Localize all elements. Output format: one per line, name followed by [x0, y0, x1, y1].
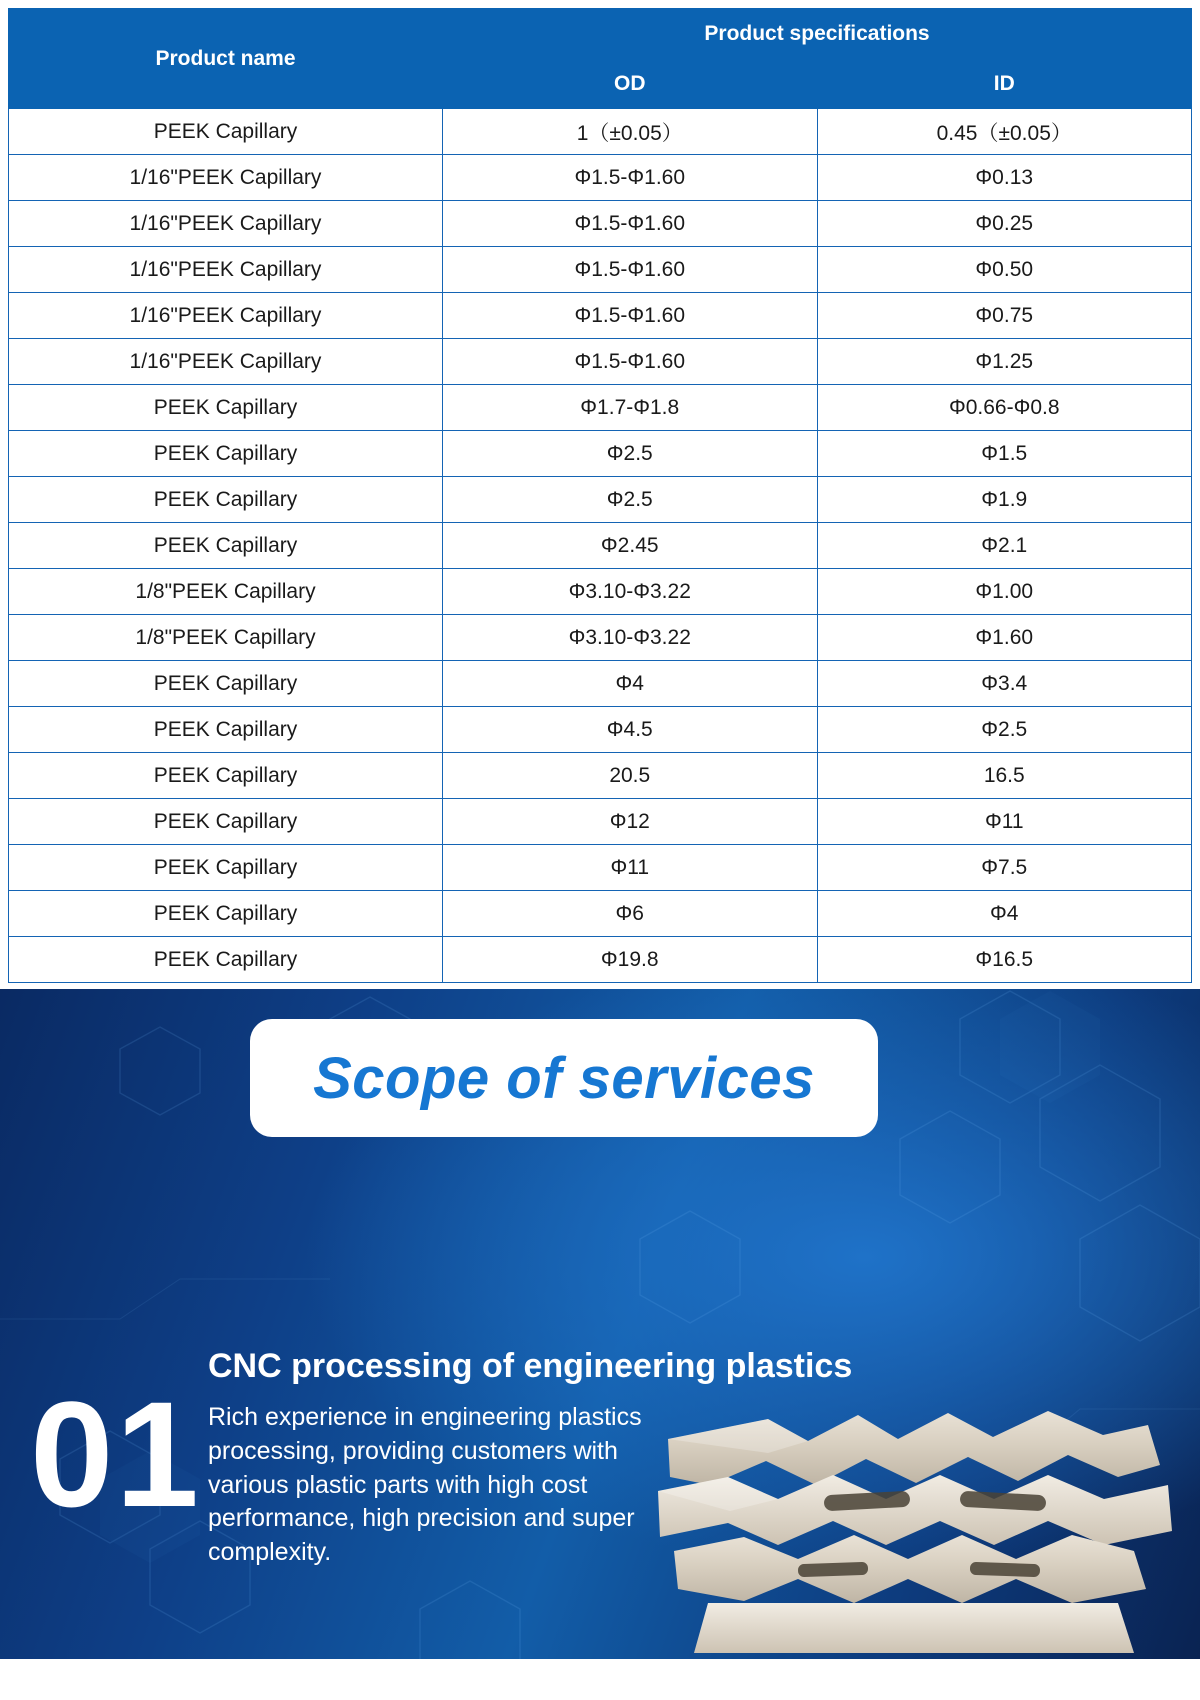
- cell-product-name: PEEK Capillary: [9, 523, 443, 569]
- cell-od: Φ2.5: [443, 431, 818, 477]
- table-row: [9, 339, 1192, 385]
- item-body-cnc-processing: Rich experience in engineering plastics processing, providing customers with various plastic parts with high cost performance, high precision and super complexity.: [208, 1403, 642, 1566]
- cell-od: Φ12: [443, 799, 818, 845]
- cell-od: Φ6: [443, 891, 818, 937]
- cell-od: Φ1.5-Φ1.60: [443, 155, 818, 201]
- cell-id: 16.5: [817, 753, 1192, 799]
- table-row: [9, 247, 1192, 293]
- item-heading-cnc-processing: CNC processing of engineering plastics: [208, 1347, 853, 1385]
- cell-od: Φ1.5-Φ1.60: [443, 247, 818, 293]
- table-row: [9, 799, 1192, 845]
- cell-id: Φ2.5: [817, 707, 1192, 753]
- cell-od: Φ4: [443, 661, 818, 707]
- cell-product-name: PEEK Capillary: [9, 431, 443, 477]
- table-row: [9, 753, 1192, 799]
- column-header-id: ID: [817, 59, 1192, 109]
- cell-id: Φ1.00: [817, 569, 1192, 615]
- table-row: [9, 661, 1192, 707]
- cell-id: Φ0.50: [817, 247, 1192, 293]
- cell-product-name: PEEK Capillary: [9, 385, 443, 431]
- cell-product-name: PEEK Capillary: [9, 109, 443, 155]
- cell-id: Φ2.1: [817, 523, 1192, 569]
- cell-od: Φ1.5-Φ1.60: [443, 293, 818, 339]
- cell-product-name: PEEK Capillary: [9, 891, 443, 937]
- table-row: [9, 201, 1192, 247]
- cell-product-name: 1/16"PEEK Capillary: [9, 339, 443, 385]
- table-row: [9, 431, 1192, 477]
- cell-od: Φ2.45: [443, 523, 818, 569]
- cell-od: Φ1.5-Φ1.60: [443, 339, 818, 385]
- table-row: [9, 385, 1192, 431]
- cell-product-name: PEEK Capillary: [9, 799, 443, 845]
- scope-title-box: [250, 1019, 878, 1137]
- cell-product-name: 1/16"PEEK Capillary: [9, 247, 443, 293]
- table-row: [9, 155, 1192, 201]
- table-row: [9, 477, 1192, 523]
- table-row: [9, 293, 1192, 339]
- cell-id: Φ16.5: [817, 937, 1192, 983]
- cell-product-name: 1/16"PEEK Capillary: [9, 201, 443, 247]
- cell-product-name: PEEK Capillary: [9, 753, 443, 799]
- table-header-row-1: [9, 9, 1192, 59]
- cell-product-name: PEEK Capillary: [9, 661, 443, 707]
- cell-product-name: PEEK Capillary: [9, 937, 443, 983]
- table-row: [9, 523, 1192, 569]
- table-header: [9, 9, 1192, 109]
- spec-table-section: [0, 8, 1200, 983]
- cell-od: 1（±0.05）: [443, 109, 818, 155]
- peek-machined-part-image: [648, 1381, 1178, 1659]
- product-spec-table: [8, 8, 1192, 983]
- cell-id: Φ1.9: [817, 477, 1192, 523]
- cell-id: Φ7.5: [817, 845, 1192, 891]
- cell-id: Φ3.4: [817, 661, 1192, 707]
- cell-id: Φ11: [817, 799, 1192, 845]
- cell-product-name: PEEK Capillary: [9, 707, 443, 753]
- cell-od: Φ3.10-Φ3.22: [443, 615, 818, 661]
- cell-id: Φ0.75: [817, 293, 1192, 339]
- cell-od: Φ19.8: [443, 937, 818, 983]
- cell-product-name: 1/8"PEEK Capillary: [9, 615, 443, 661]
- scope-of-services-section: [0, 989, 1200, 1659]
- cell-id: 0.45（±0.05）: [817, 109, 1192, 155]
- cell-product-name: 1/16"PEEK Capillary: [9, 155, 443, 201]
- cell-id: Φ1.5: [817, 431, 1192, 477]
- table-row: [9, 707, 1192, 753]
- cell-product-name: PEEK Capillary: [9, 477, 443, 523]
- cell-product-name: 1/16"PEEK Capillary: [9, 293, 443, 339]
- cell-od: 20.5: [443, 753, 818, 799]
- cell-id: Φ0.13: [817, 155, 1192, 201]
- column-header-product-name: Product name: [9, 9, 443, 109]
- column-header-product-specifications: Product specifications: [443, 9, 1192, 59]
- column-header-od: OD: [443, 59, 818, 109]
- table-body: [9, 109, 1192, 983]
- cell-id: Φ0.66-Φ0.8: [817, 385, 1192, 431]
- table-row: [9, 569, 1192, 615]
- cell-od: Φ4.5: [443, 707, 818, 753]
- cell-od: Φ11: [443, 845, 818, 891]
- page-root: [0, 8, 1200, 1700]
- cell-product-name: PEEK Capillary: [9, 845, 443, 891]
- table-row: [9, 937, 1192, 983]
- cell-od: Φ2.5: [443, 477, 818, 523]
- cell-id: Φ4: [817, 891, 1192, 937]
- table-row: [9, 891, 1192, 937]
- item-number-01: 01: [30, 1370, 201, 1538]
- cell-product-name: 1/8"PEEK Capillary: [9, 569, 443, 615]
- cell-od: Φ3.10-Φ3.22: [443, 569, 818, 615]
- scope-title: Scope of services: [313, 1045, 815, 1111]
- cell-od: Φ1.5-Φ1.60: [443, 201, 818, 247]
- cell-id: Φ0.25: [817, 201, 1192, 247]
- cell-id: Φ1.60: [817, 615, 1192, 661]
- cell-od: Φ1.7-Φ1.8: [443, 385, 818, 431]
- table-row: [9, 615, 1192, 661]
- cell-id: Φ1.25: [817, 339, 1192, 385]
- table-row: [9, 845, 1192, 891]
- table-row: [9, 109, 1192, 155]
